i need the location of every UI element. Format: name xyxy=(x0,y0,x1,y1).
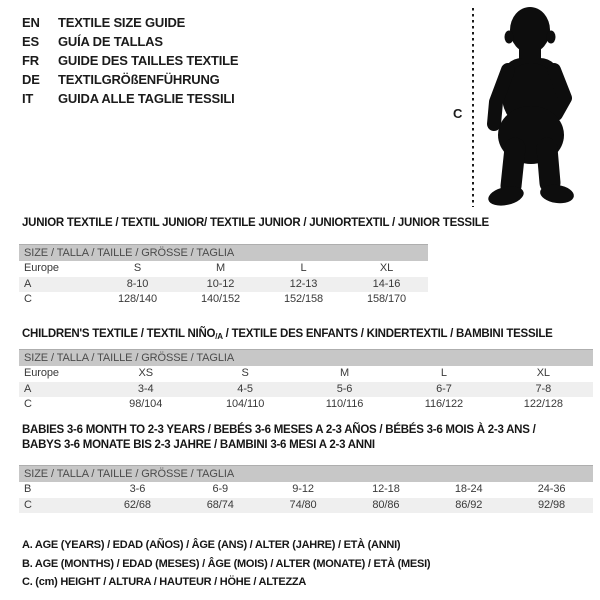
row-label: C xyxy=(24,293,32,305)
table-row-age xyxy=(19,277,428,293)
size-cell: XL xyxy=(536,367,550,379)
height-cell: 74/80 xyxy=(289,498,317,511)
dashed-measure-line-icon xyxy=(471,8,475,207)
height-cell: 68/74 xyxy=(206,498,234,511)
age-cell: 10-12 xyxy=(206,277,235,290)
row-label: Europe xyxy=(24,262,59,274)
language-code: IT xyxy=(22,91,34,106)
height-cell: 104/110 xyxy=(225,398,265,410)
height-cell: 110/116 xyxy=(325,398,364,410)
table-row-months xyxy=(19,482,593,498)
language-code: DE xyxy=(22,72,40,87)
table-row-height xyxy=(19,397,593,413)
months-cell: 3-6 xyxy=(129,483,146,495)
row-label: A xyxy=(24,277,32,290)
height-cell: 140/152 xyxy=(200,293,241,305)
legend-notes xyxy=(22,536,430,592)
age-cell: 14-16 xyxy=(372,277,401,290)
language-label: GUÍA DE TALLAS xyxy=(58,34,163,49)
age-cell: 6-7 xyxy=(436,382,452,395)
language-label: TEXTILGRÖßENFÜHRUNG xyxy=(58,72,220,87)
height-cell: 92/98 xyxy=(538,498,566,511)
toddler-silhouette-icon xyxy=(482,4,594,208)
age-cell: 3-4 xyxy=(137,382,154,395)
height-measure-label: C xyxy=(453,106,463,121)
height-figure xyxy=(445,0,600,215)
height-cell: 86/92 xyxy=(455,498,483,511)
size-cell: M xyxy=(339,367,350,379)
height-cell: 152/158 xyxy=(283,293,324,305)
children-size-table xyxy=(19,349,593,413)
height-cell: 122/128 xyxy=(523,398,563,410)
legend-note-b: B. AGE (MONTHS) / EDAD (MESES) / ÂGE (MOIS) / ALTER (MONATE) / ETÀ (MESI) xyxy=(22,557,431,570)
height-cell: 158/170 xyxy=(366,293,407,305)
age-cell: 4-5 xyxy=(237,382,253,395)
months-cell: 9-12 xyxy=(292,483,314,495)
language-label: GUIDE DES TAILLES TEXTILE xyxy=(58,53,239,68)
size-cell: XS xyxy=(138,367,153,379)
language-code: ES xyxy=(22,34,39,49)
size-cell: S xyxy=(241,367,249,379)
height-cell: 98/104 xyxy=(129,398,163,410)
table-row-europe xyxy=(19,261,428,277)
size-header-bar: SIZE / TALLA / TAILLE / GRÖSSE / TAGLIA xyxy=(19,465,593,482)
table-row-height xyxy=(19,292,428,308)
junior-section-title: JUNIOR TEXTILE / TEXTIL JUNIOR/ TEXTILE JUNIOR / JUNIORTEXTIL / JUNIOR TESSILE xyxy=(22,217,489,229)
language-row-it xyxy=(22,89,238,108)
legend-note-a: A. AGE (YEARS) / EDAD (AÑOS) / ÂGE (ANS) / ALTER (JAHRE) / ETÀ (ANNI) xyxy=(22,539,401,551)
language-label: TEXTILE SIZE GUIDE xyxy=(58,15,186,30)
size-cell: XL xyxy=(379,262,394,274)
title-line-2: BABYS 3-6 MONATE BIS 2-3 JAHRE / BAMBINI 3-6 MESI A 2-3 ANNI xyxy=(22,438,375,451)
age-cell: 8-10 xyxy=(126,277,149,290)
language-code: FR xyxy=(22,53,39,68)
table-row-height xyxy=(19,498,593,514)
row-label: C xyxy=(24,498,32,511)
size-header-bar: SIZE / TALLA / TAILLE / GRÖSSE / TAGLIA xyxy=(19,244,428,261)
table-row-europe xyxy=(19,366,593,382)
title-subscript: /A xyxy=(215,332,223,341)
language-row-de xyxy=(22,70,238,89)
language-row-fr xyxy=(22,51,238,70)
height-cell: 116/122 xyxy=(424,398,464,410)
age-cell: 5-6 xyxy=(336,382,353,395)
legend-note-c: C. (cm) HEIGHT / ALTURA / HAUTEUR / HÖHE / ALTEZZA xyxy=(22,576,307,588)
title-text: / TEXTILE DES ENFANTS / KINDERTEXTIL / BAMBINI TESSILE xyxy=(222,328,553,340)
title-text: CHILDREN'S TEXTILE / TEXTIL NIÑO xyxy=(22,328,216,340)
language-code: EN xyxy=(22,15,40,30)
row-label: A xyxy=(24,382,32,395)
title-line-1: BABIES 3-6 MONTH TO 2-3 YEARS / BEBÉS 3-6 MESES A 2-3 AÑOS / BÉBÉS 3-6 MOIS À 2-3 ANS / xyxy=(22,424,536,436)
row-label: B xyxy=(24,483,32,495)
table-row-age xyxy=(19,382,593,398)
language-row-es xyxy=(22,32,238,51)
months-cell: 18-24 xyxy=(454,483,483,495)
babies-section-title xyxy=(22,423,536,452)
language-row-en xyxy=(22,13,238,32)
height-cell: 80/86 xyxy=(372,498,400,511)
age-cell: 12-13 xyxy=(289,277,318,290)
children-section-title xyxy=(22,328,553,341)
age-cell: 7-8 xyxy=(535,382,552,395)
height-cell: 128/140 xyxy=(117,293,158,305)
months-cell: 12-18 xyxy=(372,483,400,495)
size-cell: M xyxy=(215,262,226,274)
height-cell: 62/68 xyxy=(123,498,151,511)
size-header-bar: SIZE / TALLA / TAILLE / GRÖSSE / TAGLIA xyxy=(19,349,593,366)
months-cell: 24-36 xyxy=(537,483,566,495)
row-label: C xyxy=(24,398,32,410)
language-list xyxy=(22,13,238,108)
row-label: Europe xyxy=(24,367,59,379)
months-cell: 6-9 xyxy=(212,483,229,495)
size-cell: S xyxy=(133,262,142,274)
babies-size-table xyxy=(19,465,593,513)
size-cell: L xyxy=(440,367,447,379)
junior-size-table xyxy=(19,244,428,308)
size-cell: L xyxy=(300,262,307,274)
language-label: GUIDA ALLE TAGLIE TESSILI xyxy=(58,91,235,106)
